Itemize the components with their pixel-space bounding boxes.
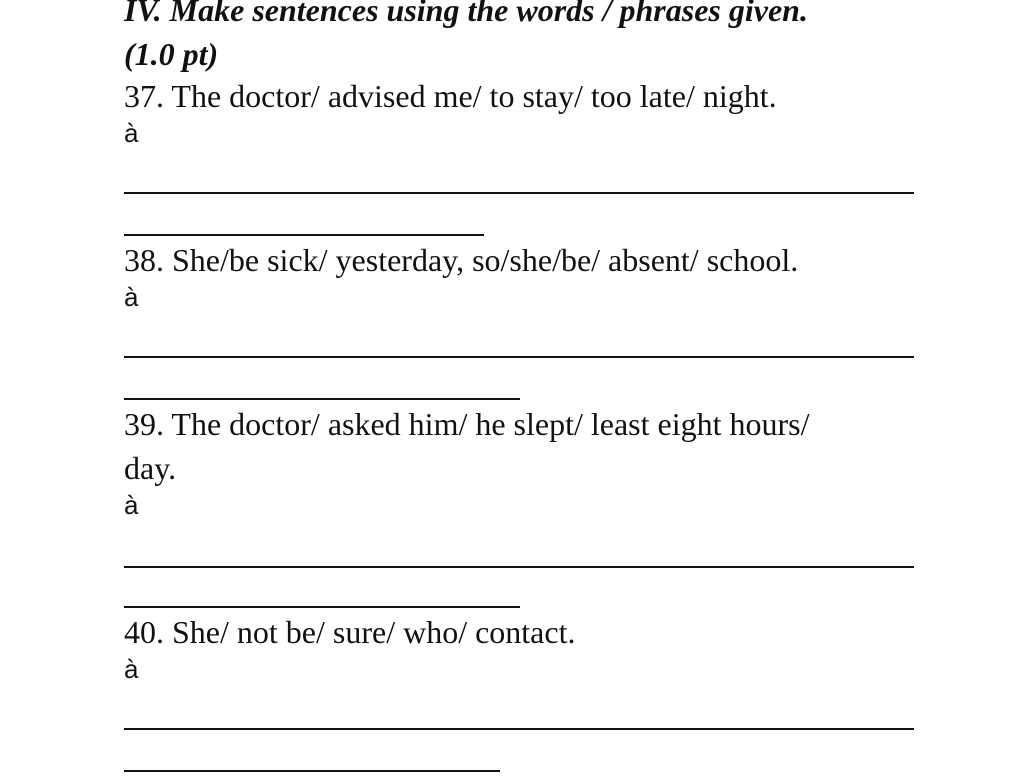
question-39-text-line1: 39. The doctor/ asked him/ he slept/ least eight hours/ (124, 406, 810, 442)
answer-line[interactable] (124, 234, 484, 236)
answer-line[interactable] (124, 398, 520, 400)
section-title: IV. Make sentences using the words / phrases given. (124, 0, 808, 28)
question-39-text-line2: day. (124, 450, 177, 486)
answer-line[interactable] (124, 192, 914, 194)
answer-line[interactable] (124, 728, 914, 730)
answer-marker: à (124, 490, 139, 520)
question-38-text: 38. She/be sick/ yesterday, so/she/be/ absent/ school. (124, 242, 799, 278)
answer-line[interactable] (124, 606, 520, 608)
question-40-text: 40. She/ not be/ sure/ who/ contact. (124, 614, 576, 650)
answer-line[interactable] (124, 770, 500, 772)
answer-marker: à (124, 654, 139, 684)
answer-line[interactable] (124, 356, 914, 358)
section-points: (1.0 pt) (124, 36, 219, 72)
question-37-text: 37. The doctor/ advised me/ to stay/ too late/ night. (124, 78, 777, 114)
answer-marker: à (124, 118, 139, 148)
answer-line[interactable] (124, 566, 914, 568)
answer-marker: à (124, 282, 139, 312)
